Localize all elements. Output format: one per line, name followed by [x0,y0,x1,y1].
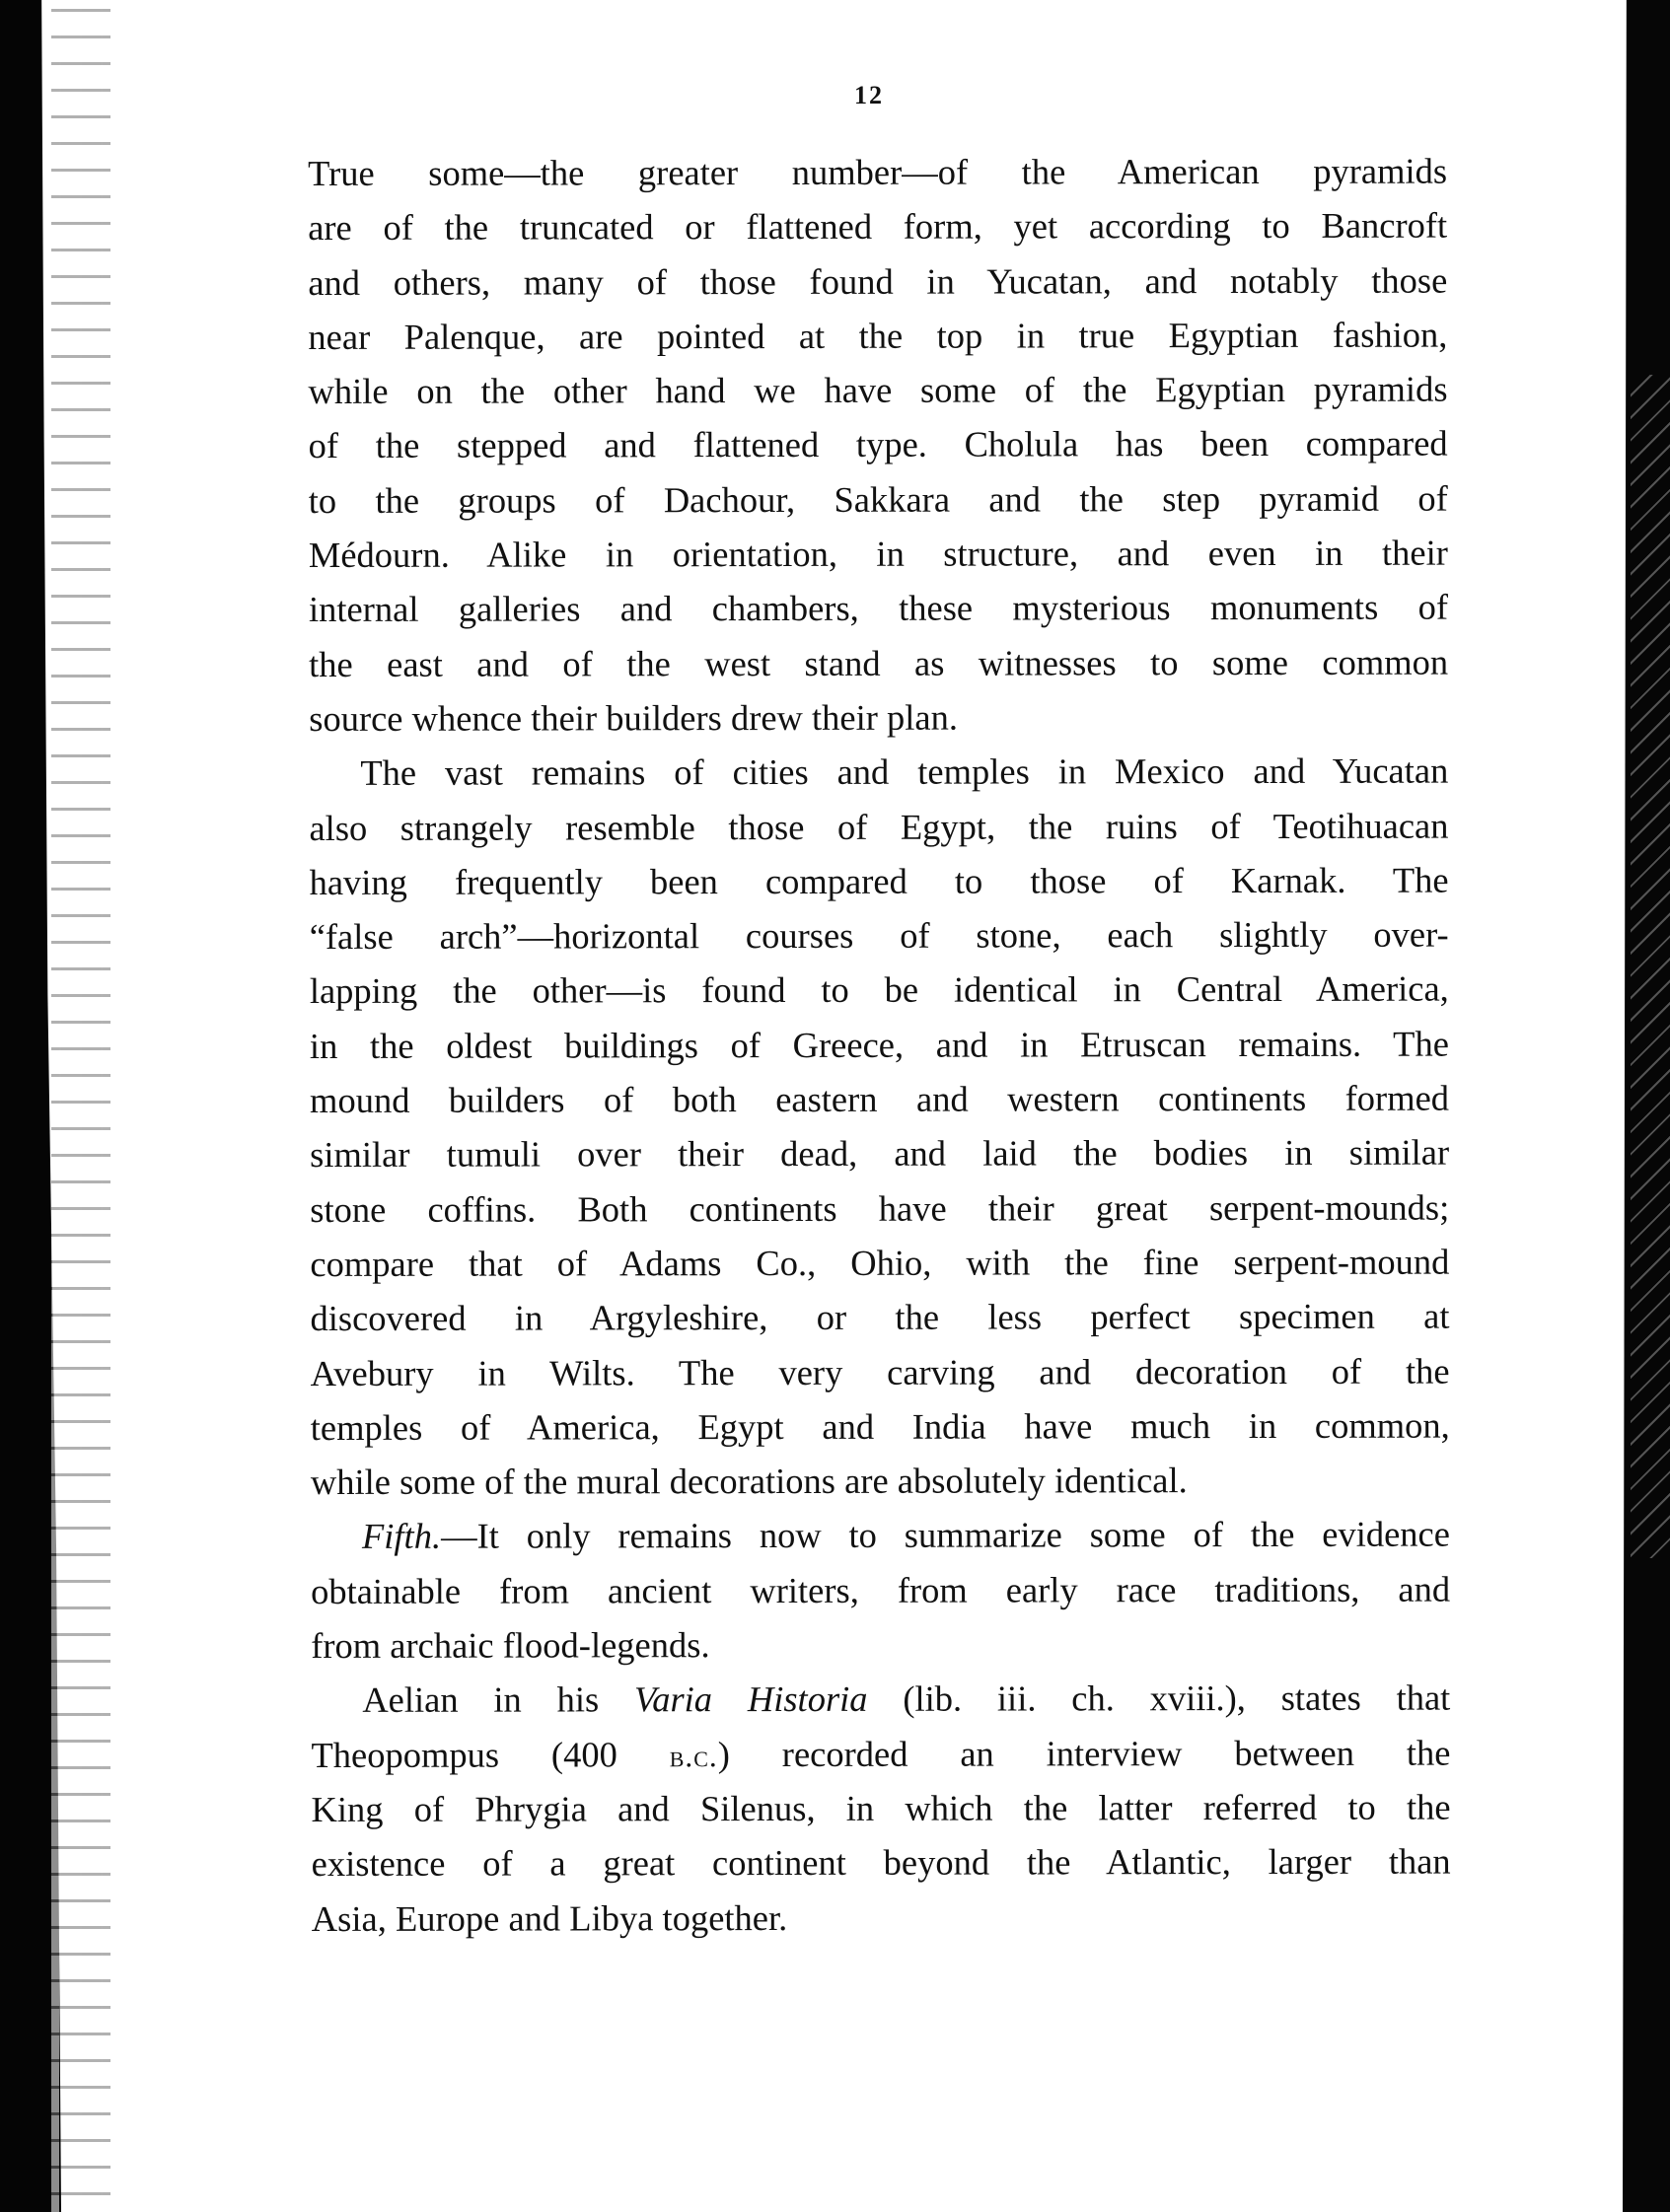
text-line: obtainable from ancient writers, from early race traditions, and [311,1568,1451,1611]
text-line: while on the other hand we have some of the Egyptian pyramids [308,368,1448,412]
scan-edge-right-noise [1631,375,1670,1558]
text-line [311,1507,1450,1564]
text-line: lapping the other—is found to be identical in Central America, [309,968,1449,1012]
text-line: internal galleries and chambers, these mysterious monuments of [308,586,1449,630]
text-line: also strangely resemble those of Egypt, the ruins of Teotihuacan [309,805,1449,848]
text-line: “false arch”—horizontal courses of stone, each slightly over- [309,913,1449,958]
text-line: temples of America, Egypt and India have much in common, [310,1404,1450,1448]
text-line: existence of a great continent beyond the Atlantic, larger than [311,1840,1451,1885]
text-line: Asia, Europe and Libya together. [311,1896,788,1939]
text-line [311,1671,1450,1728]
text-line: Médourn. Alike in orientation, in structure, and even in their [308,532,1448,576]
text-line: The vast remains of cities and temples in Mexico and Yucatan [360,749,1449,794]
body-text [308,144,1451,1946]
text-line: source whence their builders drew their plan. [309,696,959,739]
era-smallcaps: b.c. [669,1738,718,1773]
text-line: Avebury in Wilts. The very carving and decoration of the [310,1350,1450,1393]
text-line: similar tumuli over their dead, and laid the bodies in similar [310,1131,1450,1176]
text-segment: —It only remains now to summarize some of the evidence [441,1513,1450,1557]
text-line: compare that of Adams Co., Ohio, with the fine serpent-mound [310,1241,1450,1284]
text-line: having frequently been compared to those of Karnak. The [309,859,1449,902]
section-lead-italic: Fifth. [361,1516,442,1557]
text-line: of the stepped and flattened type. Cholula has been compared [308,423,1448,466]
text-line: mound builders of both eastern and western continents formed [309,1077,1450,1121]
text-segment: ) recorded an interview between the [717,1732,1451,1774]
text-line: near Palenque, are pointed at the top in true Egyptian fashion, [308,314,1448,357]
page-number: 12 [854,81,884,109]
text-line: in the oldest buildings of Greece, and in Etruscan remains. The [309,1023,1449,1066]
paragraph-2 [309,744,1450,1510]
scan-speckle-strip [51,0,110,2212]
text-line: True some—the greater number—of the American pyramids [308,150,1448,193]
text-line: are of the truncated or flattened form, yet according to Bancroft [308,204,1448,249]
text-segment: Aelian in his [362,1678,634,1721]
text-line: stone coffins. Both continents have their great serpent-mounds; [310,1186,1450,1230]
text-line: King of Phrygia and Silenus, in which the latter referred to the [311,1786,1451,1829]
text-line: discovered in Argyleshire, or the less perfect specimen at [310,1295,1450,1339]
text-line [311,1725,1450,1782]
text-line: the east and of the west stand as witnesses to some common [309,641,1449,684]
paragraph-4 [311,1671,1451,1946]
text-segment: (lib. iii. ch. xviii.), states that [867,1677,1451,1720]
paragraph-3 [311,1507,1450,1673]
paragraph-1 [308,144,1448,747]
text-line: from archaic flood-legends. [311,1624,710,1667]
text-line: and others, many of those found in Yucatan, and notably those [308,259,1448,303]
text-line: to the groups of Dachour, Sakkara and the step pyramid of [308,477,1448,521]
text-line: while some of the mural decorations are absolutely identical. [310,1460,1188,1503]
book-title-italic: Varia Historia [633,1678,868,1720]
text-segment: Theopompus (400 [311,1733,670,1775]
